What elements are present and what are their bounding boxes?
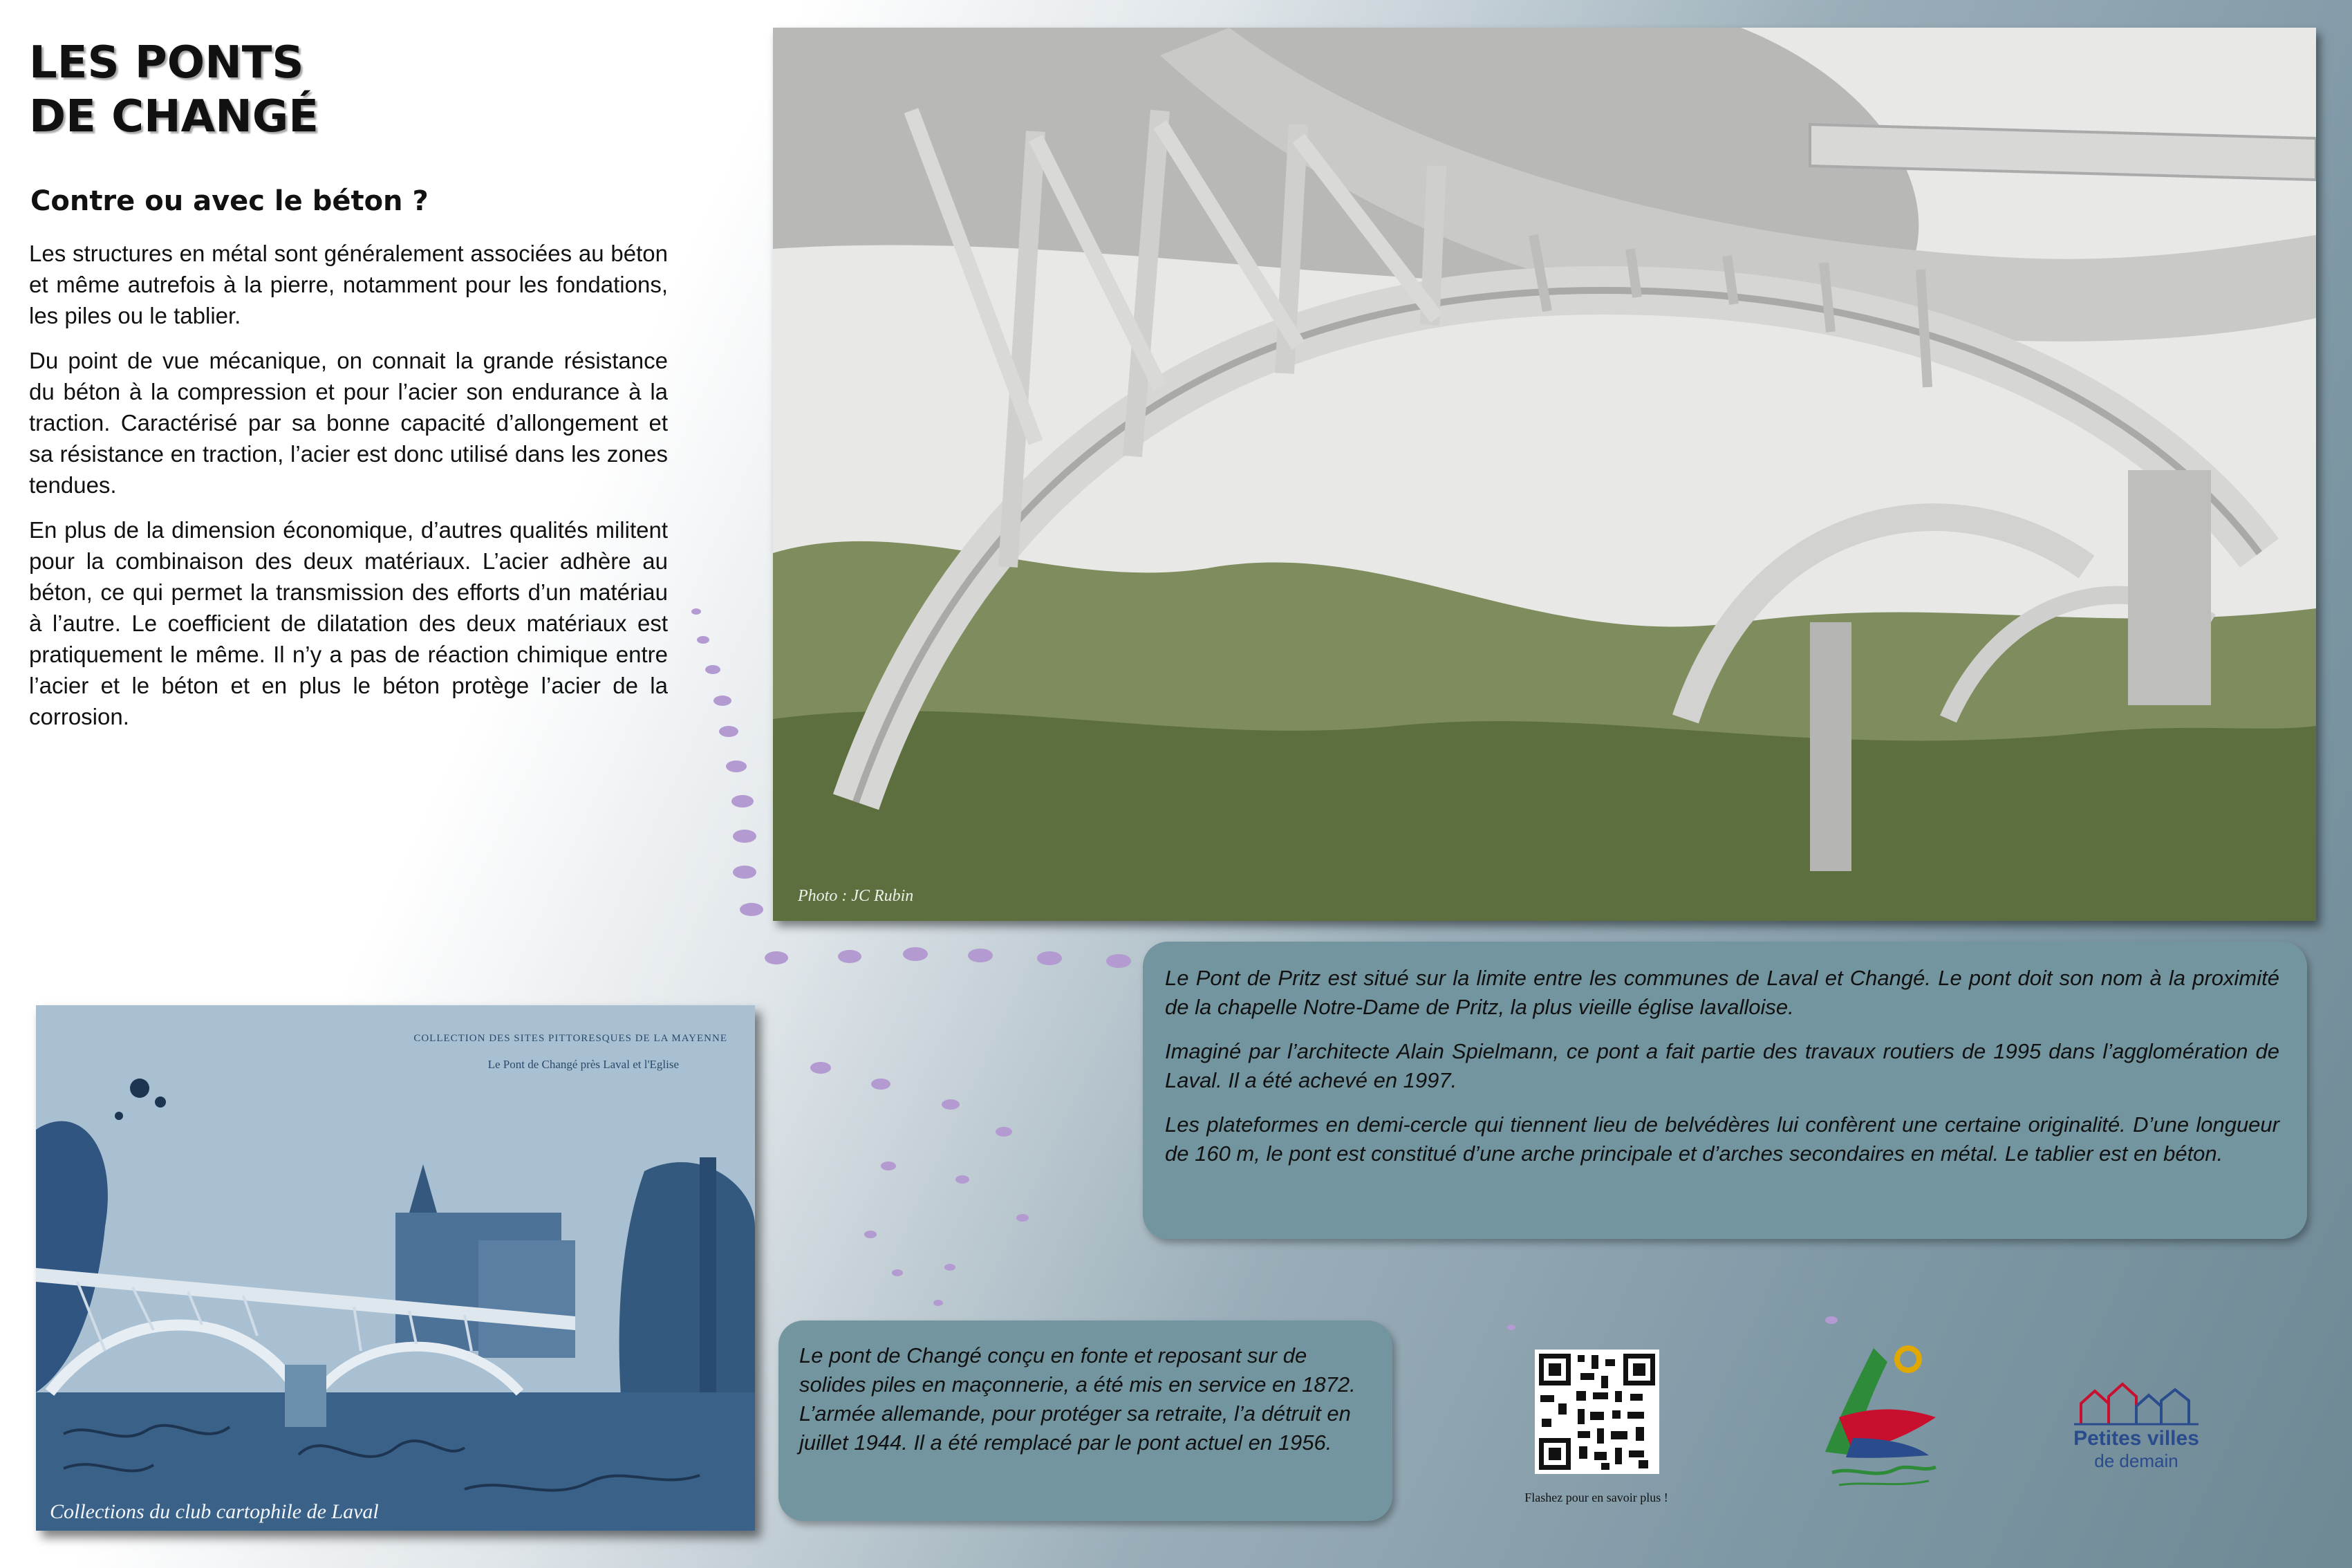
title-line-2: DE CHANGÉ — [29, 91, 319, 142]
dot — [713, 696, 731, 706]
dot — [1106, 954, 1131, 968]
dot — [996, 1127, 1012, 1137]
section-subtitle: Contre ou avec le béton ? — [30, 185, 429, 217]
title-line-1: LES PONTS — [29, 37, 304, 88]
dot — [1825, 1316, 1838, 1324]
pvd-logo-line-2: de demain — [2094, 1450, 2178, 1471]
dot — [1507, 1325, 1515, 1330]
dot — [705, 665, 720, 674]
page-title — [29, 36, 444, 144]
dot — [892, 1269, 903, 1276]
dot — [968, 949, 993, 962]
dot — [697, 636, 709, 644]
dot — [691, 608, 701, 615]
info-box-pont-de-pritz — [1143, 942, 2307, 1239]
body-text — [29, 238, 668, 746]
bridge-photo-illustration — [773, 28, 2316, 921]
dot — [903, 947, 928, 961]
info-right-paragraph-2: Imaginé par l’architecte Alain Spielmann, ce pont a fait partie des travaux routiers de 1995 dans l’agglomération de Laval. Il a été achevé en 1997. — [1165, 1039, 2279, 1092]
dot — [1016, 1214, 1029, 1222]
dot — [726, 760, 747, 772]
qr-code-graphic — [1535, 1350, 1659, 1474]
dot — [740, 903, 763, 916]
postcard-header-title: Le Pont de Changé près Laval et l'Eglise — [487, 1058, 679, 1071]
body-paragraph-3: En plus de la dimension économique, d’autres qualités militent pour la combinaison des deux matériaux. L’acier adhère au béton, ce qui permet la transmission des efforts d’un matériau à l’autre. Le coefficient de dilatation des deux matériaux est pratiquement le même. Il n’y a pas de réaction chimique entre l’acier et le béton et en plus le béton protège l’acier de la corrosion. — [29, 517, 668, 729]
dot — [1037, 951, 1062, 965]
info-right-paragraph-1: Le Pont de Pritz est situé sur la limite entre les communes de Laval et Changé. Le pont doit son nom à la proximité de la chapelle Notre-Dame de Pritz, la plus vieille église lavalloise. — [1165, 966, 2279, 1019]
port-brillet-logo-graphic — [1811, 1334, 1950, 1500]
houses-icon — [2067, 1376, 2205, 1428]
dot — [933, 1300, 943, 1306]
dot — [810, 1062, 831, 1074]
dot — [944, 1264, 955, 1271]
dot — [942, 1099, 960, 1110]
dot — [731, 795, 754, 808]
dot — [719, 726, 738, 737]
dot — [955, 1175, 969, 1184]
dot — [864, 1231, 877, 1238]
info-right-paragraph-3: Les plateformes en demi-cercle qui tiennent lieu de belvédères lui confèrent une certaine originalité. D’une longueur de 160 m, le pont est constitué d’une arche principale et d’arches secondaires en métal. Le tablier est en béton. — [1165, 1112, 2279, 1166]
pvd-logo-line-1: Petites villes — [2073, 1427, 2199, 1450]
qr-code-icon[interactable] — [1535, 1350, 1659, 1474]
dot — [881, 1161, 896, 1170]
port-brillet-logo — [1811, 1334, 1950, 1500]
dot — [733, 866, 756, 879]
photo-credit: Photo : JC Rubin — [798, 887, 914, 905]
historic-postcard — [36, 1005, 755, 1531]
qr-caption: Flashez pour en savoir plus ! — [1524, 1491, 1668, 1504]
petites-villes-de-demain-logo — [2067, 1376, 2205, 1486]
bridge-photo — [773, 28, 2316, 921]
postcard-header-collection: COLLECTION DES SITES PITTORESQUES DE LA MAYENNE — [413, 1033, 727, 1044]
info-box-pont-de-change — [778, 1320, 1392, 1521]
dot — [871, 1079, 890, 1090]
dot — [765, 951, 788, 964]
info-bottom-paragraph: Le pont de Changé conçu en fonte et reposant sur de solides piles en maçonnerie, a été mis en service en 1872. L’armée allemande, pour protéger sa retraite, l’a détruit en juillet 1944. Il a été remplacé par le pont actuel en 1956. — [799, 1343, 1356, 1455]
postcard-illustration — [36, 1005, 755, 1531]
dot — [733, 830, 756, 843]
body-paragraph-2: Du point de vue mécanique, on connait la grande résistance du béton à la compression et pour l’acier son endurance à la traction. Caractérisé par sa bonne capacité d’allongement et sa résistance en traction, l’acier est donc utilisé dans les zones tendues. — [29, 348, 668, 498]
body-paragraph-1: Les structures en métal sont généralement associées au béton et même autrefois à la pierre, notamment pour les fondations, les piles ou le tablier. — [29, 241, 668, 328]
dot — [838, 950, 861, 963]
postcard-caption: Collections du club cartophile de Laval — [50, 1500, 379, 1523]
